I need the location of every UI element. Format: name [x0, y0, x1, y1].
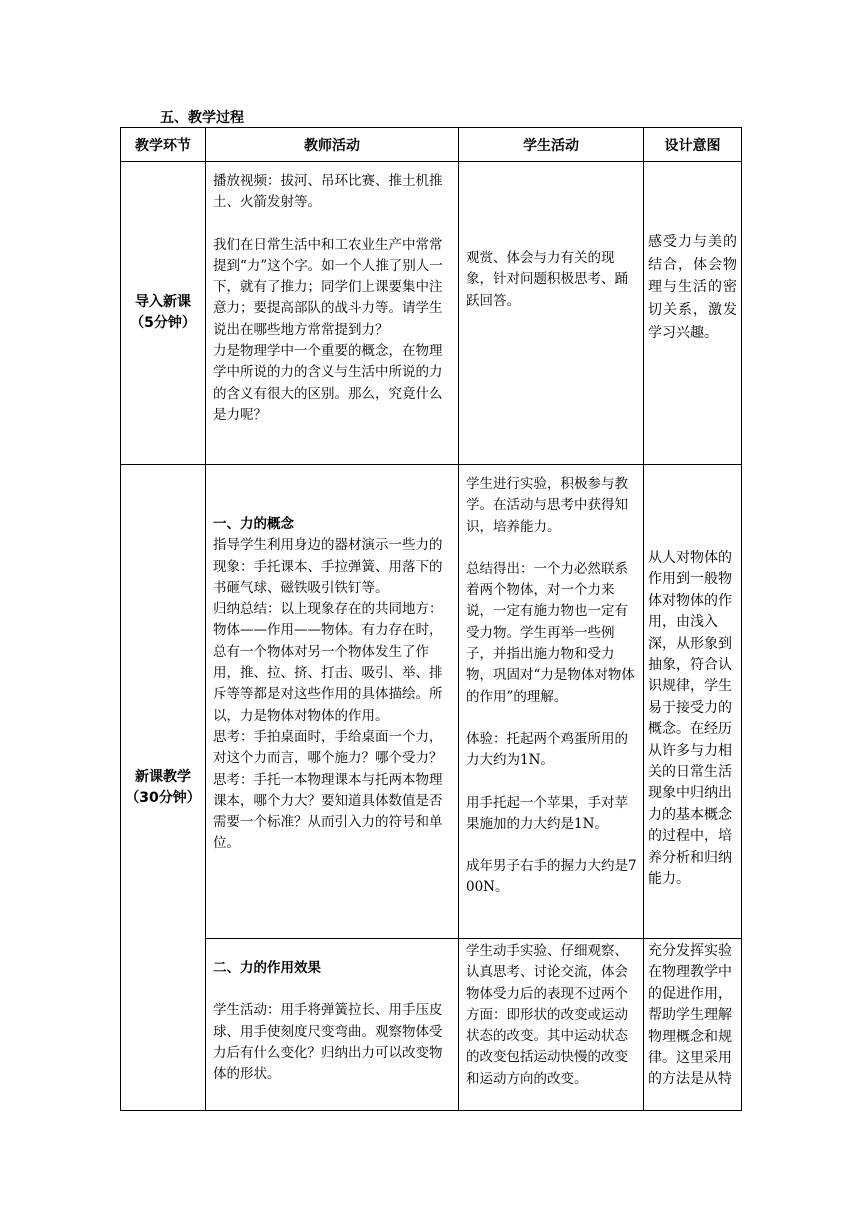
- student-cell-effects: [459, 939, 644, 1111]
- intent-text: 充分发挥实验在物理教学中的促进作用，帮助学生理解物理概念和规律。这里采用的方法是从特: [648, 943, 732, 1088]
- student-paragraph: 总结得出：一个力必然联系着两个物体，对一个力来说，一定有施力物也一定有受力物。学生再举一些例子，并指出施力物和受力物，巩固对“力是物体对物体的作用”的理解。: [466, 560, 635, 705]
- header-student: 学生活动: [459, 128, 644, 162]
- teacher-paragraph: 力是物理学中一个重要的概念，在物理学中所说的力的含义与生活中所说的力的含义有很大的区别。那么，究竟什么是力呢？: [213, 343, 443, 423]
- teacher-cell-concept: [206, 465, 459, 939]
- student-paragraph: 用手托起一个苹果，手对苹果施加的力大约是1N。: [466, 794, 628, 832]
- student-cell-concept: [459, 465, 644, 939]
- student-cell-intro: [459, 162, 644, 465]
- student-paragraph: 观赏、体会与力有关的现象，针对问题积极思考、踊跃回答。: [466, 250, 628, 309]
- phase-cell-intro: [121, 162, 206, 465]
- intent-text: 感受力与美的结合，体会物理与生活的密切关系，激发学习兴趣。: [648, 234, 737, 341]
- table-row-concept: [121, 465, 742, 939]
- intent-cell-intro: [644, 162, 742, 465]
- phase-duration: （30分钟）: [125, 789, 201, 806]
- teacher-paragraph: 学生活动：用手将弹簧拉长、用手压皮球、用手使刻度尺变弯曲。观察物体受力后有什么变化？归纳出力可以改变物体的形状。: [213, 1002, 443, 1083]
- section-title: 五、教学过程: [160, 110, 244, 126]
- intent-cell-concept: [644, 465, 742, 939]
- table-row-intro: [121, 162, 742, 465]
- header-phase: 教学环节: [121, 128, 206, 162]
- header-row: [121, 128, 742, 162]
- header-teacher: 教师活动: [206, 128, 459, 162]
- subsection-heading: 一、力的概念: [213, 516, 294, 532]
- phase-label: 导入新课: [135, 294, 191, 310]
- teacher-paragraph: 思考：手拍桌面时，手给桌面一个力，对这个力而言，哪个施力？哪个受力？思考：手托一本物理课本与托两本物理课本，哪个力大？要知道具体数值是否需要一个标准？从而引入力的符号和单位。: [213, 728, 443, 852]
- teacher-cell-intro: [206, 162, 459, 465]
- teaching-process-table: [120, 127, 742, 1111]
- student-paragraph: 体验：托起两个鸡蛋所用的力大约为1N。: [466, 730, 628, 769]
- subsection-heading: 二、力的作用效果: [213, 960, 321, 976]
- header-intent: 设计意图: [644, 128, 742, 162]
- teacher-paragraph: 归纳总结：以上现象存在的共同地方：物体——作用——物体。有力存在时，总有一个物体对另一个物体发生了作用，推、拉、挤、打击、吸引、举、排斥等等都是对这些作用的具体描绘。所以，力是物体对物体的作用。: [213, 601, 443, 724]
- table-row-effects: [121, 939, 742, 1111]
- teacher-paragraph: 指导学生利用身边的器材演示一些力的现象：手托课本、手拉弹簧、用落下的书砸气球、磁铁吸引铁钉等。: [213, 537, 443, 596]
- intent-text: 从人对物体的作用到一般物体对物体的作用，由浅入深，从形象到抽象，符合认识规律，学生易于接受力的概念。在经历从许多与力相关的日常生活现象中归纳出力的基本概念的过程中，培养分析和归纳能力。: [648, 550, 732, 888]
- student-paragraph: 学生动手实验、仔细观察、认真思考、讨论交流，体会物体受力后的表现不过两个方面：即形状的改变或运动状态的改变。其中运动状态的改变包括运动快慢的改变和运动方向的改变。: [466, 943, 628, 1087]
- teacher-paragraph: 播放视频：拔河、吊环比赛、推土机推土、火箭发射等。: [213, 173, 443, 211]
- intent-cell-effects: [644, 939, 742, 1111]
- phase-label: 新课教学: [135, 768, 191, 785]
- teacher-cell-effects: [206, 939, 459, 1111]
- phase-cell-new-lesson: [121, 465, 206, 1111]
- teacher-paragraph: 我们在日常生活中和工农业生产中常常提到“力”这个字。如一个人推了别人一下，就有了推力；同学们上课要集中注意力；要提高部队的战斗力等。请学生说出在哪些地方常常提到力？: [213, 236, 443, 338]
- student-paragraph: 成年男子右手的握力大约是700N。: [466, 858, 637, 896]
- student-paragraph: 学生进行实验，积极参与教学。在活动与思考中获得知识，培养能力。: [466, 476, 628, 535]
- phase-duration: （5分钟）: [130, 315, 196, 331]
